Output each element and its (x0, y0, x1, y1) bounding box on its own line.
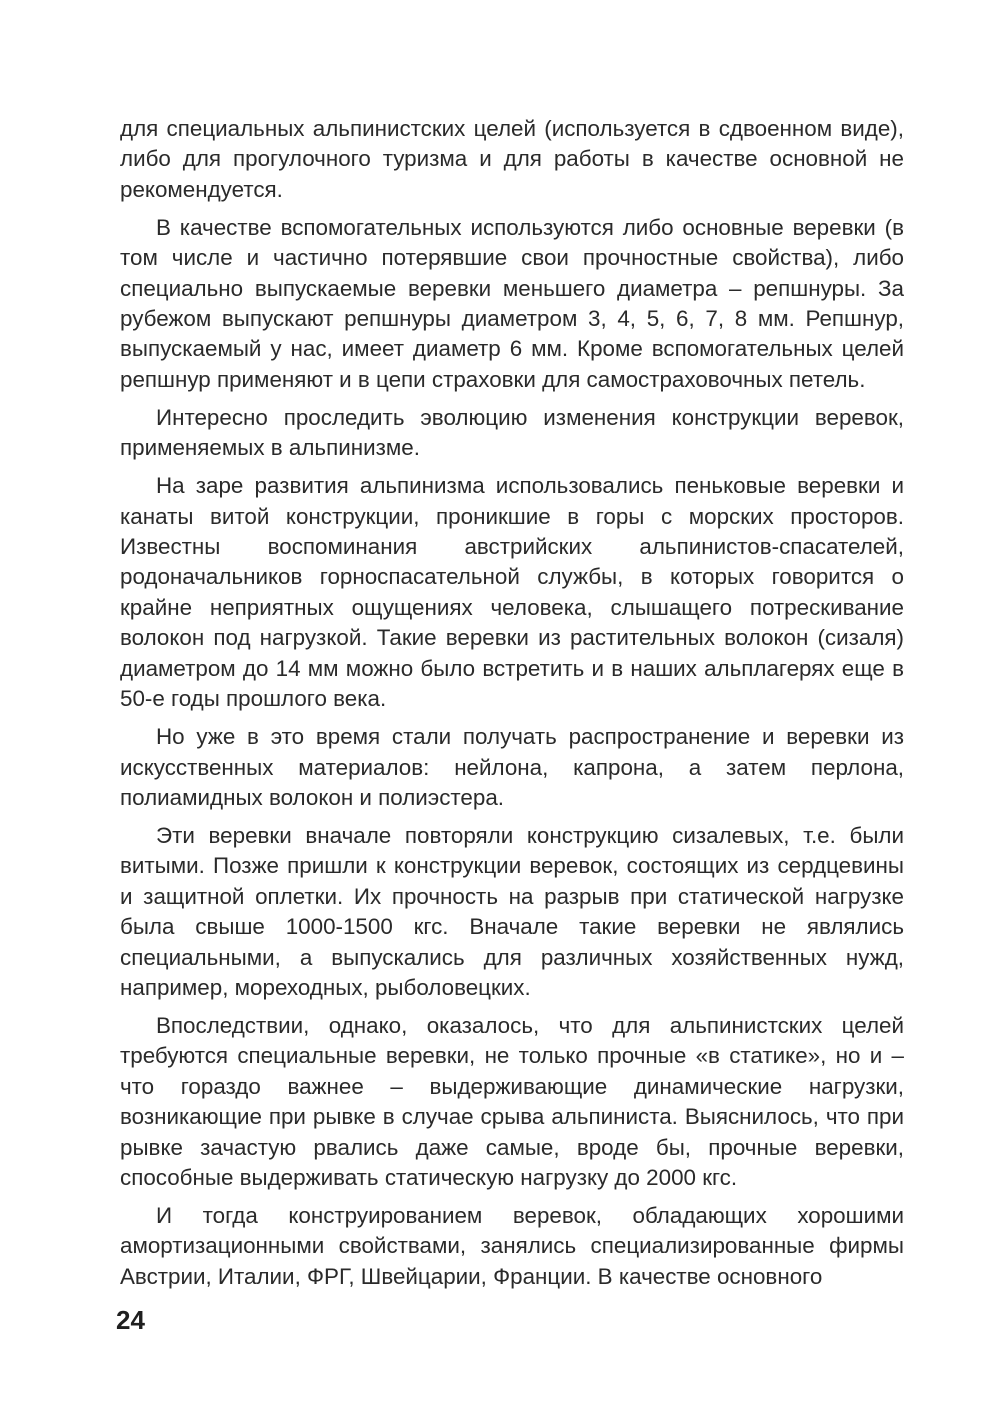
paragraph-3: Интересно проследить эволюцию изменения конструкции веревок, применяемых в альпинизме. (120, 404, 904, 461)
paragraph-1: для специальных альпинистских целей (используется в сдвоенном виде), либо для прогулочного туризма и для работы в качестве основной не рекомендуется. (120, 116, 904, 202)
page-number: 24 (116, 1305, 145, 1335)
paragraph-2: В качестве вспомогательных используются либо основные веревки (в том числе и частично потерявшие свои прочностные свойства), либо специально выпускаемые веревки меньшего диаметра – репшнуры. За рубежом выпускают репшнуры диаметром 3, 4, 5, 6, 7, 8 мм. Репшнур, выпускаемый у нас, имеет диаметр 6 мм. Кроме вспомогательных целей репшнур применяют и в цепи страховки для самостраховочных петель. (120, 214, 904, 392)
paragraph-6: Эти веревки вначале повторяли конструкцию сизалевых, т.е. были витыми. Позже пришли к конструкции веревок, состоящих из сердцевины и защитной оплетки. Их прочность на разрыв при статической нагрузке была свыше 1000-1500 кгс. Вначале такие веревки не являлись специальными, а выпускались для различных хозяйственных нужд, например, мореходных, рыболовецких. (120, 822, 904, 1000)
paragraph-7: Впоследствии, однако, оказалось, что для альпинистских целей требуются специальные веревки, не только прочные «в статике», но и – что гораздо важнее – выдерживающие динамические нагрузки, возникающие при рывке в случае срыва альпиниста. Выяснилось, что при рывке зачастую рвались даже самые, вроде бы, прочные веревки, способные выдерживать статическую нагрузку до 2000 кгс. (120, 1012, 904, 1190)
paragraph-8: И тогда конструированием веревок, обладающих хорошими амортизационными свойствами, занялись специализированные фирмы Австрии, Италии, ФРГ, Швейцарии, Франции. В качестве основного (120, 1202, 904, 1289)
paragraph-4: На заре развития альпинизма использовались пеньковые веревки и канаты витой конструкции, проникшие в горы с морских просторов. Известны воспоминания австрийских альпинистов-спасателей, родоначальников горноспасательной службы, в которых говорится о крайне неприятных ощущениях человека, слышащего потрескивание волокон под нагрузкой. Такие веревки из растительных волокон (сизаля) диаметром до 14 мм можно было встретить и в наших альплагерях еще в 50-е годы прошлого века. (120, 473, 904, 712)
paragraph-5: Но уже в это время стали получать распространение и веревки из искусственных материалов: нейлона, капрона, а затем перлона, полиамидных волокон и полиэстера. (120, 724, 904, 810)
body-text (120, 114, 904, 1300)
